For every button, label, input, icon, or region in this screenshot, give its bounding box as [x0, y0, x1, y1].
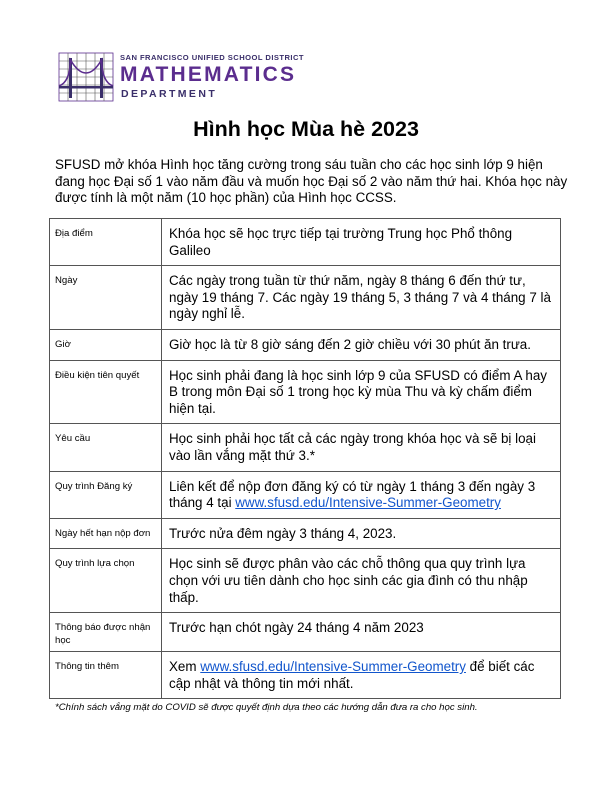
table-row [50, 471, 561, 518]
value-text: Liên kết để nộp đơn đăng ký có từ ngày 1 tháng 3 đến ngày 3 tháng 4 tại [169, 478, 536, 511]
table-row [50, 329, 561, 360]
row-value: Trước nửa đêm ngày 3 tháng 4, 2023. [162, 518, 561, 549]
table-row [50, 219, 561, 266]
row-label: Điều kiện tiên quyết [50, 360, 162, 424]
row-value: Trước hạn chót ngày 24 tháng 4 năm 2023 [162, 613, 561, 652]
table-row [50, 549, 561, 613]
row-value: Các ngày trong tuần từ thứ năm, ngày 8 tháng 6 đến thứ tư, ngày 19 tháng 7. Các ngày 19 tháng 5, 3 tháng 7 và 4 tháng 7 là ngày nghỉ lễ. [162, 266, 561, 330]
row-label: Quy trình lựa chọn [50, 549, 162, 613]
row-value: Khóa học sẽ học trực tiếp tại trường Trung học Phổ thông Galileo [162, 219, 561, 266]
page-title: Hình học Mùa hè 2023 [193, 117, 419, 141]
table-row [50, 652, 561, 699]
table-row [50, 518, 561, 549]
registration-link[interactable]: www.sfusd.edu/Intensive-Summer-Geometry [235, 495, 501, 511]
more-info-link[interactable]: www.sfusd.edu/Intensive-Summer-Geometry [200, 659, 466, 675]
row-label: Thông tin thêm [50, 652, 162, 699]
table-row [50, 424, 561, 471]
row-value [162, 471, 561, 518]
value-text: Xem [169, 659, 201, 675]
row-value [162, 652, 561, 699]
row-value: Học sinh phải đang là học sinh lớp 9 của SFUSD có điểm A hay B trong môn Đại số 1 trong học kỳ mùa Thu và kỳ chấm điểm hiện tại. [162, 360, 561, 424]
row-value: Giờ học là từ 8 giờ sáng đến 2 giờ chiều với 30 phút ăn trưa. [162, 329, 561, 360]
table-row [50, 360, 561, 424]
row-label: Ngày hết hạn nộp đơn [50, 518, 162, 549]
table-row [50, 613, 561, 652]
intro-paragraph: SFUSD mở khóa Hình học tăng cường trong sáu tuần cho các học sinh lớp 9 hiện đang học Đại số 1 vào năm đầu và muốn học Đại số 2 vào năm thứ hai. Khóa học này được tính là một năm (10 học phần) của Hình học CCSS. [55, 157, 568, 205]
row-value: Học sinh phải học tất cả các ngày trong khóa học và sẽ bị loại vào lần vắng mặt thứ 3.* [162, 424, 561, 471]
row-label: Ngày [50, 266, 162, 330]
course-info-table [49, 218, 561, 699]
value-text: để biết các cập nhật và thông tin mới nhất. [169, 659, 535, 691]
district-name: SAN FRANCISCO UNIFIED SCHOOL DISTRICT [120, 53, 304, 62]
row-label: Yêu cầu [50, 424, 162, 471]
row-label: Quy trình Đăng ký [50, 471, 162, 518]
department-subtitle: DEPARTMENT [121, 88, 218, 100]
department-logo [58, 50, 318, 110]
row-label: Giờ [50, 329, 162, 360]
row-value: Học sinh sẽ được phân vào các chỗ thông qua quy trình lựa chọn với ưu tiên dành cho học sinh các gia đình có thu nhập thấp. [162, 549, 561, 613]
table-row [50, 266, 561, 330]
golden-gate-bridge-icon [58, 52, 114, 102]
footnote: *Chính sách vắng mặt do COVID sẽ được quyết định dựa theo các hướng dẫn đưa ra cho học sinh. [55, 702, 478, 713]
row-label: Địa điểm [50, 219, 162, 266]
department-title: MATHEMATICS [120, 63, 297, 86]
row-label: Thông báo được nhận học [50, 613, 162, 652]
